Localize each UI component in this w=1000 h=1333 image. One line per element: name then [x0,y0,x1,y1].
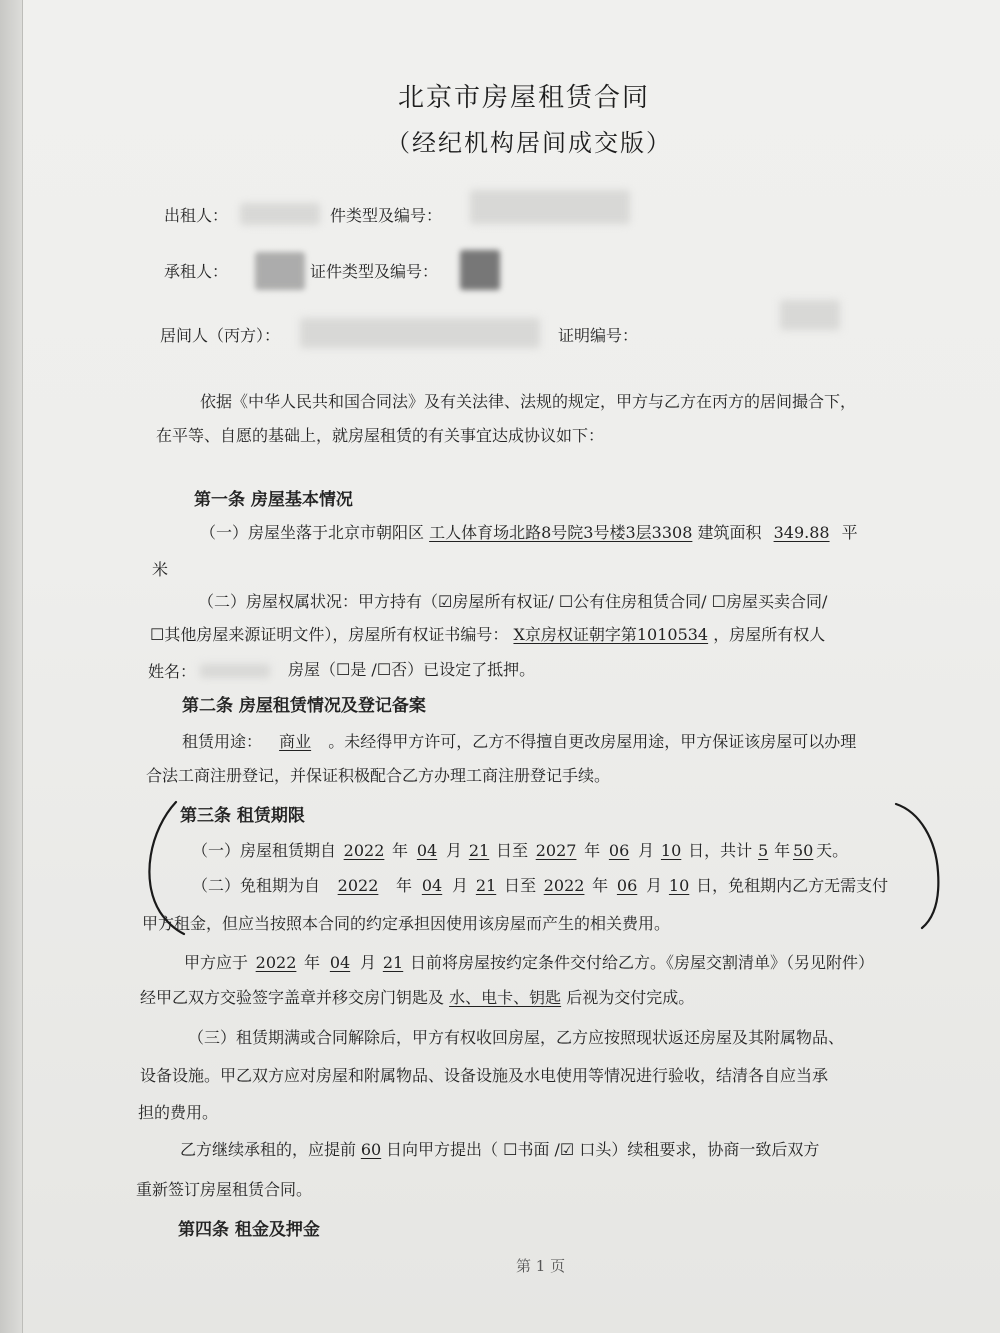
ownership-cert-number: X京房权证朝字第1010534 [513,625,709,644]
to-label: 至 [520,876,537,895]
month-label: 月 [646,876,663,895]
location-line [200,523,858,543]
redacted-lessor-name [240,203,320,225]
ownership-line-2 [150,625,825,645]
lease-extra-days: 50 [792,841,814,860]
rent-free-line-2: 甲方租金，但应当按照本合同的约定承担因使用该房屋而产生的相关费用。 [142,914,671,933]
handover-items: 水、电卡、钥匙 [449,988,562,1007]
day-label: 日 [496,841,513,860]
day-label: 日 [504,876,521,895]
redacted-lessee-id [460,250,500,290]
lease-years: 5 [758,841,769,860]
return-line-2: 设备设施。甲乙双方应对房屋和附属物品、设备设施及水电使用等情况进行验收，结清各自应当承 [140,1066,829,1085]
renewal-prefix: 乙方继续承租的，应提前 [180,1140,357,1159]
lease-start-year: 2022 [343,841,385,860]
use-label: 租赁用途： [182,732,263,751]
rent-free-line [192,876,888,896]
area-value: 349.88 [773,523,830,542]
rent-free-prefix: （二）免租期为自 [192,876,321,895]
month-label: 月 [360,953,377,972]
location-prefix: （一）房屋坐落于北京市朝阳区 [200,523,425,542]
renewal-notice-days: 60 [360,1140,382,1159]
article-2-line-2: 合法工商注册登记，并保证积极配合乙方办理工商注册登记手续。 [146,766,611,785]
handover-prefix: 经甲乙双方交验签字盖章并移交房门钥匙及 [140,988,445,1007]
lessor-label: 出租人： [164,206,229,225]
redacted-owner-name [200,664,270,678]
area-unit-b: 米 [152,560,169,579]
agent-label: 居间人（丙方）： [160,326,281,345]
year-label: 年 [396,876,413,895]
free-start-year: 2022 [337,876,379,895]
free-start-month: 04 [421,876,443,895]
month-label: 月 [638,841,655,860]
delivery-day: 21 [382,953,404,972]
delivery-month: 04 [329,953,351,972]
article-1-heading: 第一条 房屋基本情况 [194,490,353,510]
renewal-suffix: 日向甲方提出（ ☐书面 /☑ 口头）续租要求，协商一致后双方 [386,1140,820,1159]
delivery-suffix: 日前将房屋按约定条件交付给乙方。《房屋交割清单》（另见附件） [410,953,875,972]
delivery-prefix: 甲方应于 [184,953,249,972]
lease-end-year: 2027 [535,841,577,860]
mortgage-status: 房屋（☐是 /☐否）已设定了抵押。 [288,660,536,679]
to-label: 至 [512,841,529,860]
lessee-label: 承租人： [164,262,229,281]
free-end-month: 06 [616,876,638,895]
rent-free-suffix: ，免租期内乙方无需支付 [712,876,889,895]
year-label: 年 [584,841,601,860]
handover-suffix: 后视为交付完成。 [566,988,695,1007]
month-label: 月 [452,876,469,895]
delivery-line [184,953,874,973]
area-unit-a: 平 [841,523,858,542]
renewal-line-2: 重新签订房屋租赁合同。 [136,1180,313,1199]
underlying-page-edge [0,0,22,1333]
free-start-day: 21 [475,876,497,895]
ownership-line-2-suffix: ，房屋所有权人 [713,625,826,644]
lease-start-month: 04 [416,841,438,860]
free-end-year: 2022 [543,876,585,895]
total-label: ，共计 [704,841,753,860]
redacted-lessee-name [255,252,305,290]
year-label: 年 [774,841,791,860]
area-label: 建筑面积 [697,523,762,542]
lease-end-day: 10 [660,841,682,860]
document-title: 北京市房屋租赁合同 [398,83,651,113]
owner-name-label: 姓名： [148,662,197,681]
ownership-line-2-prefix: ☐其他房屋来源证明文件），房屋所有权证书编号： [150,625,509,644]
lessor-id-label: 件类型及编号： [330,206,443,225]
page-number: 第 1 页 [516,1257,566,1275]
document-subtitle: （经纪机构居间成交版） [386,129,672,157]
preamble-line-2: 在平等、自愿的基础上，就房屋租赁的有关事宜达成协议如下： [156,426,605,445]
free-end-day: 10 [668,876,690,895]
return-line-3: 担的费用。 [138,1103,219,1122]
use-value: 商业 [279,732,312,751]
preamble-line-1: 依据《中华人民共和国合同法》及有关法律、法规的规定，甲方与乙方在丙方的居间撮合下， [200,392,857,411]
year-label: 年 [592,876,609,895]
month-label: 月 [446,841,463,860]
handover-line [140,988,694,1008]
lease-term-line [192,841,848,861]
return-line-1: （三）租赁期满或合同解除后，甲方有权收回房屋，乙方应按照现状返还房屋及其附属物品、 [188,1028,845,1047]
article-2-heading: 第二条 房屋租赁情况及登记备案 [182,696,426,716]
ownership-line-1: （二）房屋权属状况：甲方持有（☑房屋所有权证/ ☐公有住房租赁合同/ ☐房屋买卖合同/ [198,592,828,611]
delivery-year: 2022 [255,953,297,972]
lease-term-prefix: （一）房屋租赁期自 [192,841,337,860]
redacted-lessor-id [470,190,630,224]
use-line [182,732,856,752]
year-label: 年 [392,841,409,860]
days-unit-label: 天。 [816,841,849,860]
year-label: 年 [304,953,321,972]
property-address: 工人体育场北路8号院3号楼3层3308 [429,523,693,542]
day-label: 日 [696,876,713,895]
redacted-agent-name [300,318,540,348]
article-3-heading: 第三条 租赁期限 [180,806,305,826]
lessee-id-label: 证件类型及编号： [310,262,439,281]
use-text: 。未经得甲方许可，乙方不得擅自更改房屋用途，甲方保证该房屋可以办理 [328,732,857,751]
lease-start-day: 21 [468,841,490,860]
article-4-heading: 第四条 租金及押金 [178,1220,320,1240]
renewal-line [180,1140,819,1160]
agent-cert-label: 证明编号： [558,326,639,345]
redacted-agent-cert [780,300,840,330]
day-label: 日 [688,841,705,860]
lease-end-month: 06 [608,841,630,860]
